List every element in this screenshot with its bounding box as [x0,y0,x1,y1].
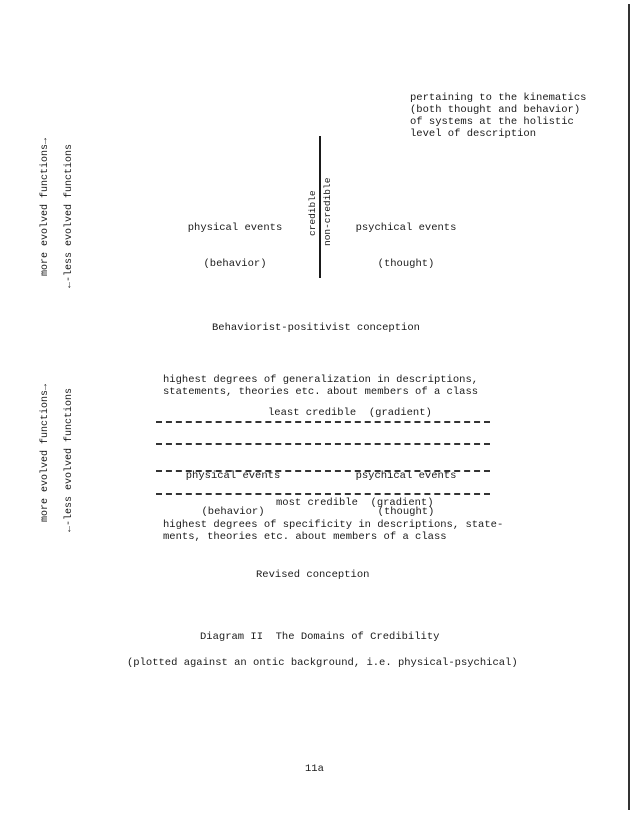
credibility-divider-line [319,136,321,278]
page-number: 11a [305,763,324,775]
diagram-title: Diagram II The Domains of Credibility [200,631,440,643]
non-credible-label: non-credible [322,177,333,246]
psychical-events-label: psychical events [355,222,457,234]
diagram-subtitle: (plotted against an ontic background, i.e. physical-psychical) [127,657,518,669]
physical-events-label: physical events [187,222,283,234]
specificity-text-line-2: ments, theories etc. about members of a class [163,531,447,543]
behavior-label: (behavior) [203,258,267,270]
revised-physical-events-label: physical events [185,470,281,482]
more-evolved-axis-label-top: more evolved functions→ [40,137,51,276]
generalization-text-line-2: statements, theories etc. about members of a class [163,386,479,398]
most-credible-label: most credible (gradient) [276,497,434,509]
gradient-dashed-line-2 [156,443,490,445]
less-evolved-axis-label-top: ←-less evolved functions [64,143,75,288]
gradient-dashed-line-3 [156,470,490,472]
behaviorist-caption: Behaviorist-positivist conception [212,322,420,334]
page-edge-line [628,4,630,810]
thought-label: (thought) [377,258,435,270]
revised-behavior-label: (behavior) [201,506,265,518]
revised-thought-label: (thought) [377,506,435,518]
revised-psychical-events-label: psychical events [355,470,457,482]
kinematics-note-line-2: (both thought and behavior) [410,104,581,116]
behaviorist-psychical-events [348,198,464,294]
more-evolved-axis-label-bottom: more evolved functions→ [40,383,51,522]
less-evolved-axis-label-bottom: ←-less evolved functions [64,387,75,532]
kinematics-note-line-4: level of description [410,128,537,140]
kinematics-note-line-1: pertaining to the kinematics [410,92,587,104]
least-credible-label: least credible (gradient) [268,407,432,419]
specificity-text-line-1: highest degrees of specificity in descriptions, state- [163,519,504,531]
behaviorist-physical-events [180,198,290,294]
generalization-text-line-1: highest degrees of generalization in descriptions, [163,374,479,386]
revised-caption: Revised conception [256,569,370,581]
gradient-dashed-line-4 [156,493,490,495]
gradient-dashed-line-1 [156,421,490,423]
kinematics-note-line-3: of systems at the holistic [410,116,574,128]
credible-label: credible [307,190,318,236]
